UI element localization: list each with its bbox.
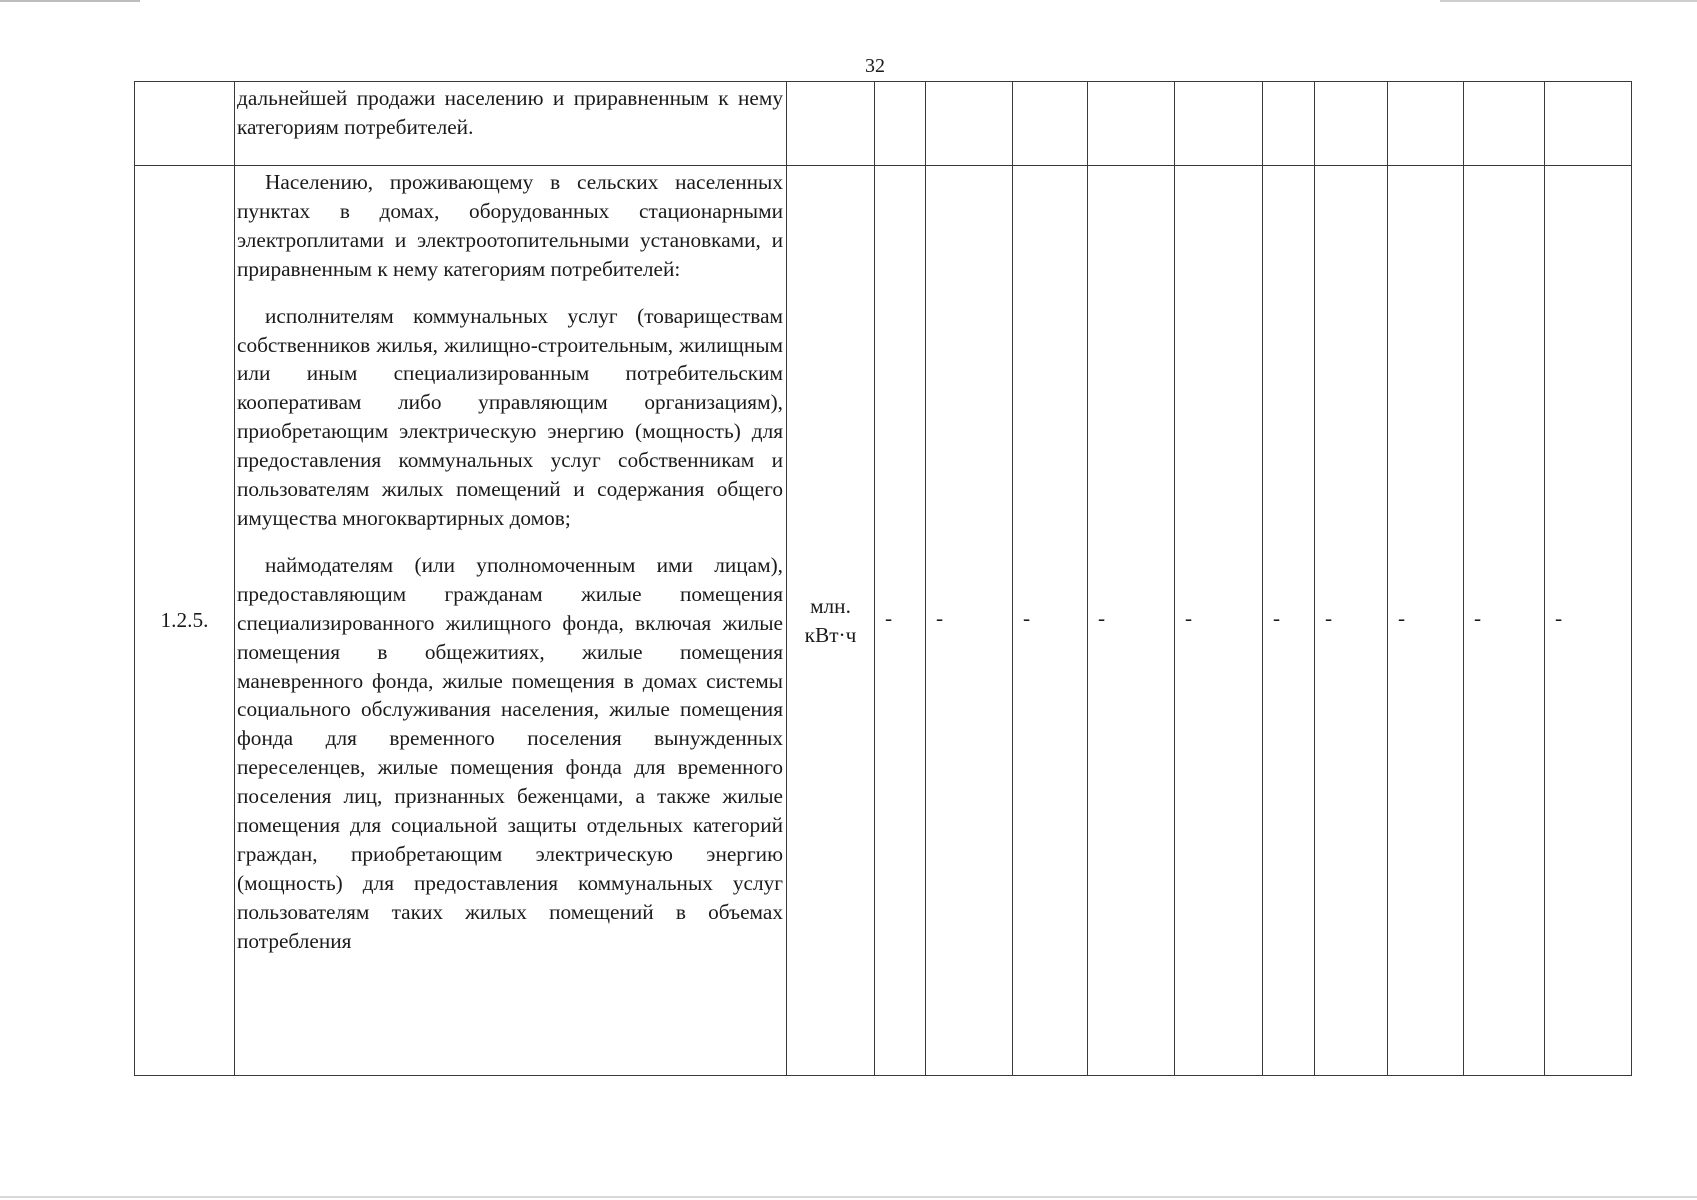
unit-line-2: кВт·ч	[804, 622, 857, 647]
continued-text: дальнейшей продажи населению и приравненным к нему категориям потребителей.	[237, 86, 783, 139]
value-cell	[1464, 82, 1545, 166]
unit-cell-empty	[787, 82, 875, 166]
value-cell	[1388, 82, 1464, 166]
scan-edge-top	[0, 0, 1697, 2]
value-cell: -	[1013, 166, 1088, 1076]
value-cell	[1088, 82, 1175, 166]
item-paragraph-2: наймодателям (или уполномоченным ими лицам), предоставляющим гражданам жилые помещения специализированного жилищного фонда, включая жилые помещения в общежитиях, жилые помещения маневренного фонда, жилые помещения в домах системы социального обслуживания населения, жилые помещения фонда для временного поселения вынужденных переселенцев, жилые помещения фонда для временного поселения лиц, признанных беженцами, а также жилые помещения для социальной защиты отдельных категорий граждан, приобретающим электрическую энергию (мощность) для предоставления коммунальных услуг пользователям таких жилых помещений в объемах потребления	[237, 552, 783, 953]
value-cell	[926, 82, 1013, 166]
value-cell	[1175, 82, 1263, 166]
table-row	[135, 166, 1632, 1076]
row-code: 1.2.5.	[135, 166, 235, 1076]
value-cell: -	[1545, 166, 1632, 1076]
value-cell: -	[1175, 166, 1263, 1076]
value-cell: -	[1263, 166, 1315, 1076]
value-cell: -	[1388, 166, 1464, 1076]
unit-cell	[787, 166, 875, 1076]
scan-edge-bottom	[0, 1196, 1697, 1198]
description-cell	[235, 82, 787, 166]
page-number: 32	[865, 55, 885, 77]
value-cell: -	[1315, 166, 1388, 1076]
code-cell-empty	[135, 82, 235, 166]
intro-paragraph: Населению, проживающему в сельских населенных пунктах в домах, оборудованных стационарными электроплитами и электроотопительными установками, и приравненным к нему категориям потребителей:	[237, 170, 783, 281]
tariff-table	[134, 81, 1632, 1076]
value-cell	[1013, 82, 1088, 166]
value-cell: -	[926, 166, 1013, 1076]
value-cell: -	[1464, 166, 1545, 1076]
value-cell	[1315, 82, 1388, 166]
value-cell	[875, 82, 926, 166]
description-cell	[235, 166, 787, 1076]
value-cell	[1263, 82, 1315, 166]
table-row	[135, 82, 1632, 166]
unit-line-1: млн.	[810, 593, 851, 618]
value-cell	[1545, 82, 1632, 166]
value-cell: -	[875, 166, 926, 1076]
item-paragraph-1: исполнителям коммунальных услуг (товариществам собственников жилья, жилищно-строительным, жилищным или иным специализированным потребительским кооперативам либо управляющим организациям), приобретающим электрическую энергию (мощность) для предоставления коммунальных услуг собственникам и пользователям жилых помещений и содержания общего имущества многоквартирных домов;	[237, 303, 783, 530]
value-cell: -	[1088, 166, 1175, 1076]
